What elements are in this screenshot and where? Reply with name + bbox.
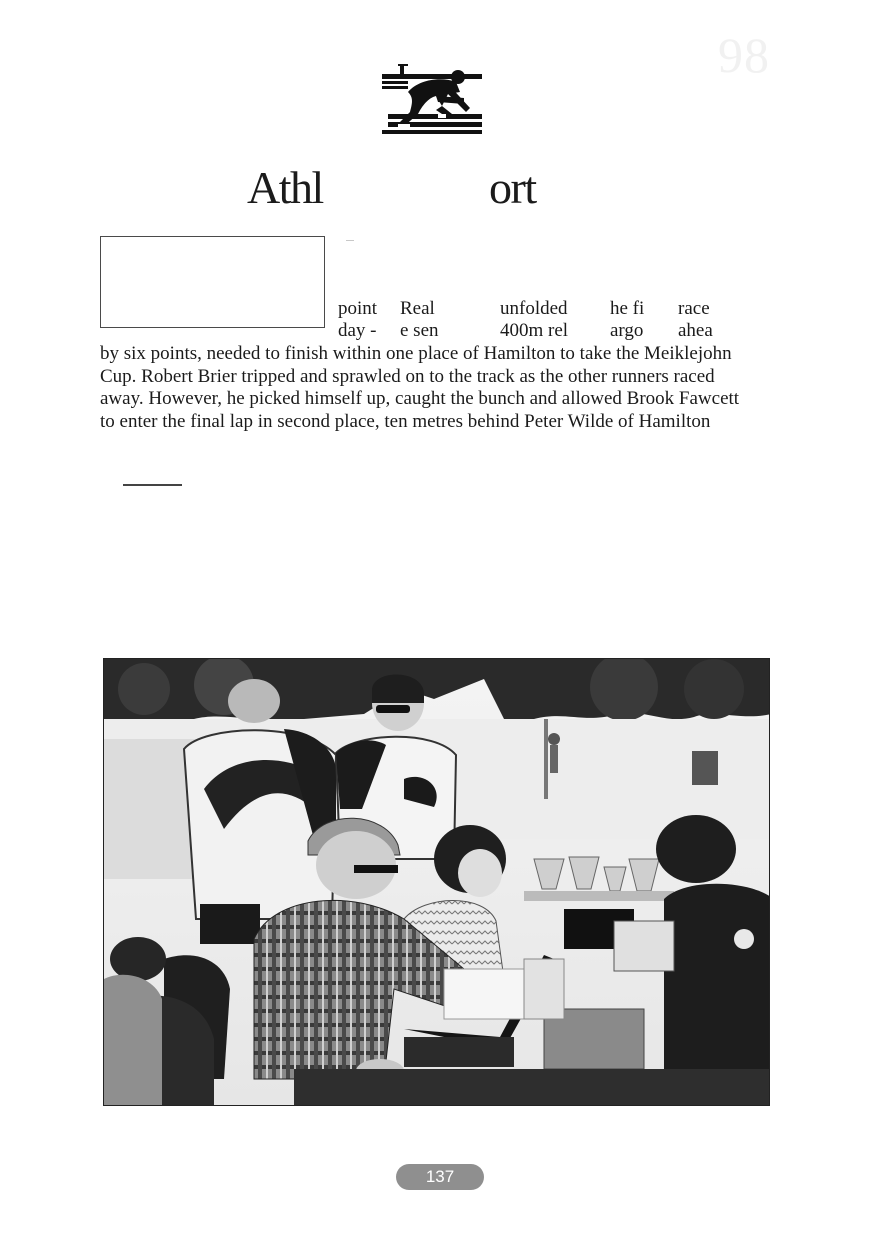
intro-fragment: Real — [400, 298, 435, 319]
dash-mark — [346, 240, 354, 241]
article-body — [100, 343, 770, 433]
section-rule — [123, 484, 182, 486]
year-watermark: 98 — [718, 27, 770, 83]
intro-fragment: day - — [338, 320, 377, 341]
title-fragment-1: Athl — [247, 162, 323, 213]
intro-fragment: unfolded — [500, 298, 568, 319]
body-line: Cup. Robert Brier tripped and sprawled on to the track as the other runners raced — [100, 365, 715, 387]
body-line: to enter the final lap in second place, ten metres behind Peter Wilde of Hamilton — [100, 410, 711, 432]
intro-fragment: ahea — [678, 320, 713, 341]
sprinter-starting-block-icon — [378, 62, 484, 138]
intro-fragment: argo — [610, 320, 644, 341]
body-line: away. However, he picked himself up, caught the bunch and allowed Brook Fawcett — [100, 388, 740, 409]
intro-fragment: race — [678, 298, 710, 319]
page-number-badge: 137 — [396, 1164, 484, 1190]
body-line: by six points, needed to finish within one place of Hamilton to take the Meiklejohn — [100, 343, 732, 364]
officials-table-photo — [103, 658, 770, 1106]
blank-inset-box — [100, 236, 325, 328]
intro-fragment: e sen — [400, 320, 439, 341]
article-title — [100, 158, 770, 218]
title-fragment-2: ort — [489, 162, 536, 213]
intro-fragment: point — [338, 298, 378, 319]
intro-fragment: 400m rel — [500, 320, 569, 341]
intro-fragment: he fi — [610, 298, 645, 319]
